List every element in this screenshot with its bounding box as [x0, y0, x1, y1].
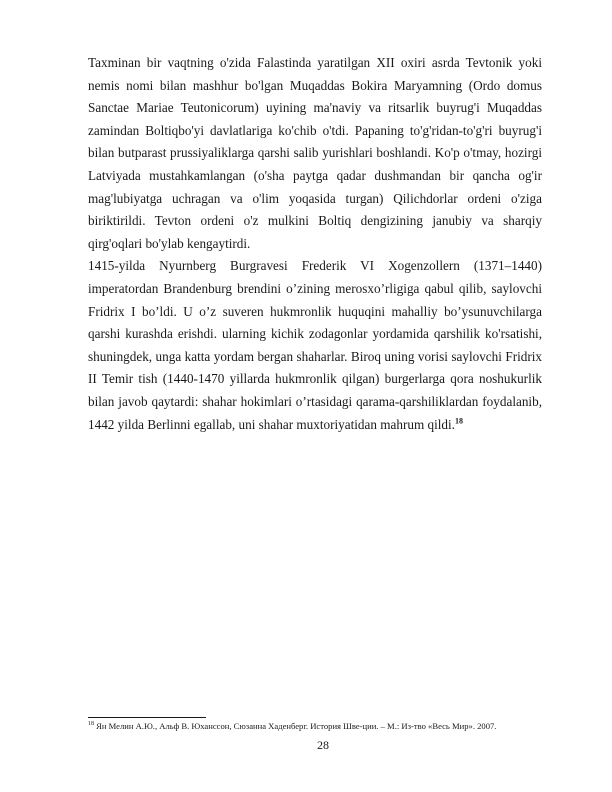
paragraph-brandenburg: [88, 255, 542, 436]
footnote-divider: [88, 717, 206, 718]
paragraph-text: 1415-yilda Nyurnberg Burgravesi Frederik VI Xogenzollern (1371–1440) imperatordan Brandenburg brendini o’zining merosxo’rligiga qabul qilib, saylovchi Fridrix I bo’ldi. U o’z suveren hukmronlik huquqini mahalliy bo’ysunuvchilarga qarshi kurashda erishdi. ularning kichik zodagonlar yordamida qarshilik ko'rsatishi, shuningdek, unga katta yordam bergan shaharlar. Biroq uning vorisi saylovchi Fridrix II Temir tish (1440-1470 yillarda hukmronlik qilgan) burgerlarga qora noshukurlik bilan javob qaytardi: shahar hokimlari o’rtasidagi qarama-qarshiliklardan foydalanib, 1442 yilda Berlinni egallab, uni shahar muxtoriyatidan mahrum qildi.: [88, 258, 542, 432]
footnote-text: Ян Мелин А.Ю., Альф В. Юханссон, Сюзанна Хаденберг. История Шве-ции. – М.: Из-тво «Весь Мир». 2007.: [96, 721, 497, 731]
footnote: [88, 721, 558, 732]
page-number: 28: [317, 738, 329, 752]
body-text: [88, 52, 542, 436]
paragraph-teutonic-order: [88, 52, 542, 255]
footnote-number: 18: [88, 721, 94, 728]
footnote-reference[interactable]: 18: [454, 416, 463, 426]
paragraph-text: Taxminan bir vaqtning o'zida Falastinda yaratilgan XII oxiri asrda Tevtonik yoki nemis nomi bilan mashhur bo'lgan Muqaddas Bokira Maryamning (Ordo domus Sanctae Mariae Teutonicorum) uyining ma'naviy va ritsarlik buyrug'i Muqaddas zamindan Boltiqbo'yi davlatlariga ko'chib o'tdi. Papaning to'g'ridan-to'g'ri buyrug'i bilan butparast prussiyaliklarga qarshi salib yurishlari boshlandi. Ko'p o'tmay, hozirgi Latviyada mustahkamlangan (o'sha paytga qadar dushmandan bir qancha og'ir mag'lubiyatga uchragan va o'lim yoqasida turgan) Qilichdorlar ordeni o'ziga biriktirildi. Tevton ordeni o'z mulkini Boltiq dengizining janubiy va sharqiy qirg'oqlari bo'ylab kengaytirdi.: [88, 55, 542, 251]
